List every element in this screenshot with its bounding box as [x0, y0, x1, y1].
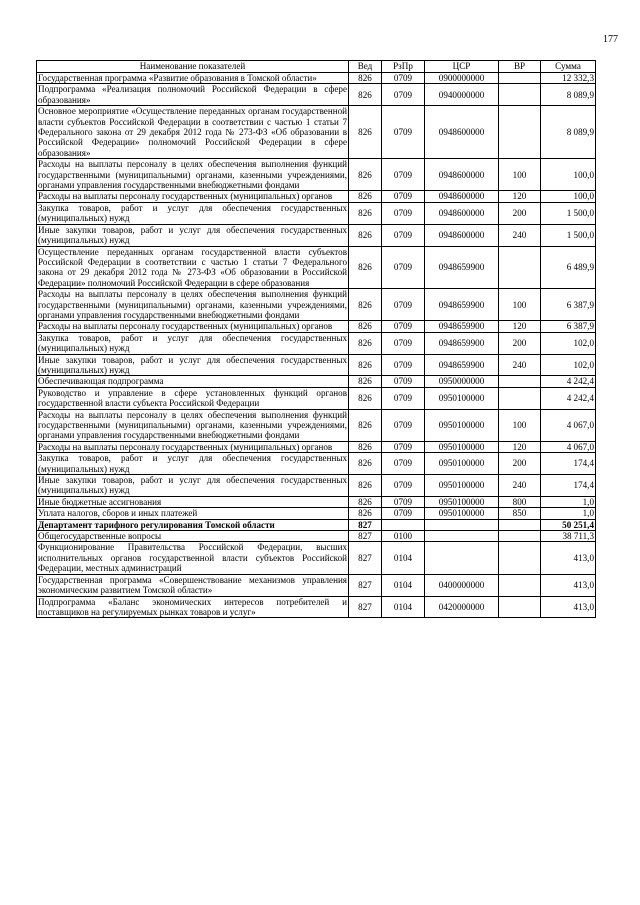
cell-name: Закупка товаров, работ и услуг для обеспечения государственных (муниципальных) нужд — [38, 332, 347, 354]
table-row — [37, 531, 596, 542]
cell-vr: 800 — [499, 496, 541, 507]
page-number: 177 — [603, 34, 618, 45]
cell-ved: 826 — [349, 332, 382, 354]
cell-csr: 0900000000 — [425, 73, 499, 84]
cell-csr: 0948659900 — [425, 354, 499, 376]
cell-vr: 120 — [499, 191, 541, 202]
cell-name: Закупка товаров, работ и услуг для обеспечения государственных (муниципальных) нужд — [38, 453, 347, 474]
cell-name: Руководство и управление в сфере установленных функций органов государственной власти субъекта Российской Федерации — [38, 387, 347, 409]
cell-vr: 850 — [499, 508, 541, 519]
cell-rzpr: 0709 — [382, 354, 425, 376]
cell-ved: 826 — [349, 475, 382, 497]
cell-csr: 0940000000 — [425, 84, 499, 106]
cell-sum: 413,0 — [541, 596, 596, 618]
cell-csr: 0948600000 — [425, 224, 499, 246]
table-row — [37, 354, 596, 376]
table-row — [37, 73, 596, 84]
cell-name: Обеспечивающая подпрограмма — [37, 376, 349, 387]
cell-rzpr: 0709 — [382, 409, 425, 441]
cell-name: Департамент тарифного регулирования Томской области — [37, 519, 349, 530]
cell-sum: 6 387,9 — [541, 321, 596, 332]
cell-vr — [499, 84, 541, 106]
table-row — [37, 191, 596, 202]
header-csr: ЦСР — [425, 61, 499, 73]
cell-rzpr: 0709 — [382, 289, 425, 321]
table-row — [37, 508, 596, 519]
cell-csr: 0948600000 — [425, 159, 499, 191]
cell-rzpr: 0709 — [382, 246, 425, 289]
cell-csr — [425, 531, 499, 542]
header-vr: ВР — [499, 61, 541, 73]
cell-vr: 200 — [499, 332, 541, 354]
cell-rzpr: 0709 — [382, 202, 425, 224]
cell-rzpr: 0709 — [382, 453, 425, 475]
cell-vr: 120 — [499, 441, 541, 452]
table-row — [37, 376, 596, 387]
cell-ved: 826 — [349, 159, 382, 191]
cell-ved: 826 — [349, 321, 382, 332]
cell-ved: 827 — [349, 542, 382, 574]
cell-csr: 0948600000 — [425, 106, 499, 159]
cell-name: Основное мероприятие «Осуществление переданных органам государственной власти субъектов Российской Федерации в соответствии с частью 1 статьи 7 Федерального закона от 29 декабря 2012 года № 273-ФЗ «Об образовании в Российской Федерации» полномочий Российской Федерации в сфере образования» — [38, 106, 347, 158]
cell-csr: 0948659900 — [425, 332, 499, 354]
cell-csr: 0950100000 — [425, 409, 499, 441]
cell-csr: 0400000000 — [425, 574, 499, 596]
table-row — [37, 441, 596, 452]
cell-vr: 120 — [499, 321, 541, 332]
cell-sum: 100,0 — [541, 191, 596, 202]
table-row — [37, 574, 596, 596]
cell-name: Осуществление переданных органам государственной власти субъектов Российской Федерации в соответствии с частью 1 статьи 7 Федерального закона от 29 декабря 2012 года № 273-ФЗ «Об образовании в Российской Федерации» полномочий Российской Федерации в сфере образования — [38, 246, 347, 288]
table-row — [37, 84, 596, 106]
budget-table — [36, 60, 596, 618]
cell-ved: 826 — [349, 246, 382, 289]
cell-sum: 1 500,0 — [541, 224, 596, 246]
cell-ved: 826 — [349, 202, 382, 224]
cell-rzpr: 0709 — [382, 376, 425, 387]
cell-ved: 826 — [349, 73, 382, 84]
cell-name: Расходы на выплаты персоналу в целях обеспечения выполнения функций государственными (муниципальными) органами, казенными учреждениями, органами управления государственными внебюджетными фондами — [38, 159, 347, 191]
cell-ved: 826 — [349, 354, 382, 376]
cell-sum: 1 500,0 — [541, 202, 596, 224]
header-rzpr: РзПр — [382, 61, 425, 73]
cell-csr: 0948659900 — [425, 246, 499, 289]
cell-csr: 0950100000 — [425, 387, 499, 409]
cell-ved: 826 — [349, 441, 382, 452]
cell-sum: 1,0 — [541, 508, 596, 519]
table-row — [37, 159, 596, 191]
cell-vr — [499, 542, 541, 574]
cell-sum: 6 489,9 — [541, 246, 596, 289]
header-sum: Сумма — [541, 61, 596, 73]
cell-csr: 0948600000 — [425, 191, 499, 202]
table-row — [37, 106, 596, 159]
cell-rzpr: 0709 — [382, 159, 425, 191]
cell-name: Иные закупки товаров, работ и услуг для обеспечения государственных (муниципальных) нужд — [38, 475, 347, 496]
cell-vr: 200 — [499, 453, 541, 475]
cell-vr — [499, 387, 541, 409]
cell-name: Уплата налогов, сборов и иных платежей — [37, 508, 349, 519]
cell-ved: 826 — [349, 106, 382, 159]
table-row — [37, 202, 596, 224]
cell-vr: 100 — [499, 289, 541, 321]
table-body — [37, 73, 596, 618]
cell-rzpr: 0709 — [382, 191, 425, 202]
cell-sum: 413,0 — [541, 574, 596, 596]
cell-sum: 8 089,9 — [541, 106, 596, 159]
cell-csr: 0948600000 — [425, 202, 499, 224]
table-row — [37, 289, 596, 321]
cell-name: Расходы на выплаты персоналу государственных (муниципальных) органов — [37, 191, 349, 202]
cell-vr — [499, 376, 541, 387]
table-header — [37, 61, 596, 73]
table-row — [37, 475, 596, 497]
table-row — [37, 246, 596, 289]
cell-name: Иные бюджетные ассигнования — [37, 496, 349, 507]
table-row — [37, 321, 596, 332]
cell-vr — [499, 531, 541, 542]
table-row — [37, 332, 596, 354]
cell-ved: 826 — [349, 387, 382, 409]
cell-rzpr: 0709 — [382, 321, 425, 332]
cell-name: Расходы на выплаты персоналу в целях обеспечения выполнения функций государственными (муниципальными) органами, казенными учреждениями, органами управления государственными внебюджетными фондами — [38, 289, 347, 320]
cell-name: Подпрограмма «Реализация полномочий Российской Федерации в сфере образования» — [38, 84, 347, 105]
cell-rzpr: 0709 — [382, 441, 425, 452]
cell-vr — [499, 106, 541, 159]
cell-csr: 0950000000 — [425, 376, 499, 387]
table-row — [37, 224, 596, 246]
cell-csr: 0950100000 — [425, 441, 499, 452]
cell-sum: 1,0 — [541, 496, 596, 507]
cell-sum: 102,0 — [541, 332, 596, 354]
cell-sum: 174,4 — [541, 475, 596, 497]
cell-csr: 0420000000 — [425, 596, 499, 618]
cell-csr: 0950100000 — [425, 453, 499, 475]
cell-ved: 826 — [349, 191, 382, 202]
cell-name: Государственная программа «Совершенствование механизмов управления экономическим развитием Томской области» — [38, 574, 347, 596]
header-ved: Вед — [349, 61, 382, 73]
cell-sum: 38 711,3 — [541, 531, 596, 542]
cell-name: Подпрограмма «Баланс экономических интересов потребителей и поставщиков на регулируемых рынках товаров и услуг» — [38, 596, 347, 617]
cell-vr: 100 — [499, 159, 541, 191]
cell-sum: 4 067,0 — [541, 441, 596, 452]
cell-ved: 826 — [349, 508, 382, 519]
cell-vr: 200 — [499, 202, 541, 224]
cell-vr: 240 — [499, 475, 541, 497]
cell-csr: 0950100000 — [425, 508, 499, 519]
cell-ved: 826 — [349, 453, 382, 475]
cell-name: Функционирование Правительства Российской Федерации, высших исполнительных органов государственной власти субъектов Российской Федерации, местных администраций — [38, 542, 347, 574]
cell-sum: 4 242,4 — [541, 376, 596, 387]
cell-ved: 826 — [349, 289, 382, 321]
cell-sum: 102,0 — [541, 354, 596, 376]
table-row — [37, 453, 596, 475]
cell-name: Государственная программа «Развитие образования в Томской области» — [37, 73, 349, 84]
cell-vr — [499, 574, 541, 596]
cell-rzpr: 0709 — [382, 73, 425, 84]
header-row — [37, 61, 596, 73]
cell-sum: 6 387,9 — [541, 289, 596, 321]
cell-vr: 240 — [499, 224, 541, 246]
cell-sum: 413,0 — [541, 542, 596, 574]
cell-name: Общегосударственные вопросы — [37, 531, 349, 542]
cell-ved: 827 — [349, 531, 382, 542]
cell-ved: 826 — [349, 496, 382, 507]
header-name: Наименование показателей — [37, 61, 349, 73]
cell-rzpr: 0709 — [382, 387, 425, 409]
cell-csr — [425, 519, 499, 530]
cell-vr: 100 — [499, 409, 541, 441]
cell-rzpr: 0104 — [382, 542, 425, 574]
cell-csr: 0948659900 — [425, 289, 499, 321]
table-row — [37, 542, 596, 574]
cell-rzpr: 0709 — [382, 106, 425, 159]
cell-rzpr: 0709 — [382, 332, 425, 354]
cell-ved: 827 — [349, 574, 382, 596]
cell-ved: 826 — [349, 409, 382, 441]
cell-csr: 0948659900 — [425, 321, 499, 332]
cell-csr: 0950100000 — [425, 475, 499, 497]
cell-sum: 50 251,4 — [541, 519, 596, 530]
cell-sum: 12 332,3 — [541, 73, 596, 84]
cell-rzpr: 0709 — [382, 475, 425, 497]
cell-sum: 8 089,9 — [541, 84, 596, 106]
cell-rzpr: 0104 — [382, 574, 425, 596]
cell-vr — [499, 73, 541, 84]
cell-rzpr: 0104 — [382, 596, 425, 618]
table-row — [37, 387, 596, 409]
cell-csr: 0950100000 — [425, 496, 499, 507]
cell-sum: 174,4 — [541, 453, 596, 475]
cell-rzpr: 0100 — [382, 531, 425, 542]
cell-rzpr: 0709 — [382, 224, 425, 246]
cell-sum: 100,0 — [541, 159, 596, 191]
cell-rzpr — [382, 519, 425, 530]
cell-rzpr: 0709 — [382, 508, 425, 519]
cell-name: Иные закупки товаров, работ и услуг для обеспечения государственных (муниципальных) нужд — [38, 354, 347, 375]
table-row — [37, 519, 596, 530]
cell-name: Иные закупки товаров, работ и услуг для обеспечения государственных (муниципальных) нужд — [38, 224, 347, 246]
cell-vr — [499, 596, 541, 618]
cell-sum: 4 242,4 — [541, 387, 596, 409]
cell-vr: 240 — [499, 354, 541, 376]
table-row — [37, 409, 596, 441]
cell-sum: 4 067,0 — [541, 409, 596, 441]
cell-vr — [499, 246, 541, 289]
cell-rzpr: 0709 — [382, 496, 425, 507]
cell-rzpr: 0709 — [382, 84, 425, 106]
cell-vr — [499, 519, 541, 530]
cell-name: Закупка товаров, работ и услуг для обеспечения государственных (муниципальных) нужд — [38, 202, 347, 224]
cell-ved: 826 — [349, 84, 382, 106]
cell-name: Расходы на выплаты персоналу государственных (муниципальных) органов — [37, 441, 349, 452]
cell-ved: 826 — [349, 376, 382, 387]
cell-ved: 826 — [349, 224, 382, 246]
cell-ved: 827 — [349, 519, 382, 530]
cell-ved: 827 — [349, 596, 382, 618]
table-row — [37, 596, 596, 618]
cell-csr — [425, 542, 499, 574]
table-row — [37, 496, 596, 507]
cell-name: Расходы на выплаты персоналу в целях обеспечения выполнения функций государственными (муниципальными) органами, казенными учреждениями, органами управления государственными внебюджетными фондами — [38, 409, 347, 441]
cell-name: Расходы на выплаты персоналу государственных (муниципальных) органов — [37, 321, 349, 332]
